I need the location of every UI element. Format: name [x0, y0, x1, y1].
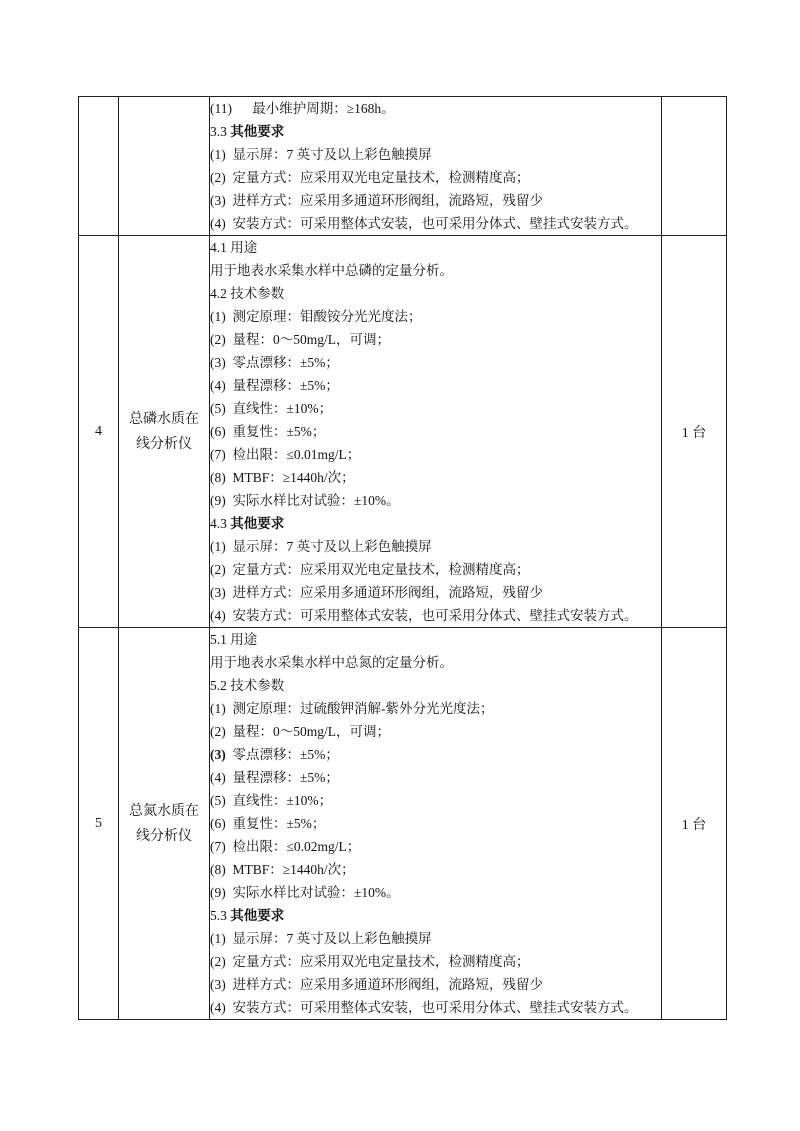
spec-line	[210, 420, 661, 443]
spec-line	[210, 973, 661, 996]
spec-line	[210, 351, 661, 374]
spec-text: (7) 检出限：≤0.02mg/L；	[210, 839, 361, 854]
spec-cell	[210, 97, 662, 236]
spec-text: (4) 安装方式：可采用整体式安装，也可采用分体式、壁挂式安装方式。	[210, 1000, 638, 1015]
spec-line	[210, 212, 661, 235]
spec-text: (7) 检出限：≤0.01mg/L；	[210, 447, 361, 462]
spec-line	[210, 97, 661, 120]
spec-text: (2) 量程：0～50mg/L，可调；	[210, 724, 390, 739]
spec-text: (8) MTBF：≥1440h/次；	[210, 470, 355, 485]
spec-line	[210, 904, 661, 927]
item-name-cell	[119, 628, 210, 1020]
spec-text: 3.3	[210, 124, 231, 139]
row-number-cell	[79, 97, 119, 236]
spec-line	[210, 996, 661, 1019]
spec-line	[210, 743, 661, 766]
spec-text: 4.1 用途	[210, 240, 258, 255]
spec-text: (5) 直线性：±10%；	[210, 401, 333, 416]
spec-text: 用于地表水采集水样中总磷的定量分析。	[210, 263, 453, 278]
spec-text-bold: 其他要求	[230, 908, 285, 923]
spec-text: 5.1 用途	[210, 632, 258, 647]
spec-line	[210, 628, 661, 651]
spec-line	[210, 236, 661, 259]
spec-line	[210, 143, 661, 166]
spec-text: (4) 量程漂移：±5%；	[210, 770, 339, 785]
spec-text: 用于地表水采集水样中总氮的定量分析。	[210, 655, 453, 670]
spec-text: (5) 直线性：±10%；	[210, 793, 333, 808]
spec-text: (1) 显示屏：7 英寸及以上彩色触摸屏	[210, 539, 432, 554]
spec-text: (2) 定量方式：应采用双光电定量技术，检测精度高；	[210, 562, 530, 577]
spec-text: (8) MTBF：≥1440h/次；	[210, 862, 355, 877]
spec-line	[210, 697, 661, 720]
spec-text: (4) 安装方式：可采用整体式安装，也可采用分体式、壁挂式安装方式。	[210, 608, 638, 623]
spec-text-bold: 其他要求	[230, 124, 285, 139]
spec-cell	[210, 628, 662, 1020]
quantity-cell: 1 台	[662, 628, 727, 1020]
item-name-cell	[119, 97, 210, 236]
spec-line	[210, 858, 661, 881]
spec-text: 4.2 技术参数	[210, 286, 285, 301]
table-row	[79, 628, 727, 1020]
spec-line	[210, 766, 661, 789]
spec-line	[210, 835, 661, 858]
quantity-cell: 1 台	[662, 236, 727, 628]
item-name-cell	[119, 236, 210, 628]
spec-line	[210, 443, 661, 466]
item-name-text: 总氮水质在线分析仪	[129, 803, 199, 844]
spec-line	[210, 305, 661, 328]
spec-line	[210, 927, 661, 950]
spec-line	[210, 466, 661, 489]
spec-text: (1) 测定原理：过硫酸钾消解-紫外分光光度法；	[210, 701, 494, 716]
spec-text: (11) 最小维护周期：≥168h。	[210, 101, 395, 116]
spec-line	[210, 489, 661, 512]
spec-line	[210, 789, 661, 812]
spec-cell	[210, 236, 662, 628]
spec-text: (2) 定量方式：应采用双光电定量技术，检测精度高；	[210, 954, 530, 969]
spec-line	[210, 581, 661, 604]
spec-text: (9) 实际水样比对试验：±10%。	[210, 493, 400, 508]
spec-table	[78, 96, 727, 1020]
spec-text: (3) 进样方式：应采用多通道环形阀组，流路短，残留少	[210, 585, 543, 600]
spec-text: (9) 实际水样比对试验：±10%。	[210, 885, 400, 900]
spec-text: (2) 量程：0～50mg/L，可调；	[210, 332, 390, 347]
spec-text: (1) 显示屏：7 英寸及以上彩色触摸屏	[210, 147, 432, 162]
row-number-cell: 4	[79, 236, 119, 628]
spec-text-bold: (3)	[210, 747, 226, 762]
spec-line	[210, 397, 661, 420]
row-number-cell: 5	[79, 628, 119, 1020]
spec-line	[210, 166, 661, 189]
spec-line	[210, 535, 661, 558]
spec-text: 零点漂移：±5%；	[225, 747, 339, 762]
spec-text-bold: 其他要求	[230, 516, 285, 531]
spec-text: (3) 进样方式：应采用多通道环形阀组，流路短，残留少	[210, 193, 543, 208]
spec-line	[210, 189, 661, 212]
spec-line	[210, 950, 661, 973]
table-row	[79, 236, 727, 628]
item-name-text: 总磷水质在线分析仪	[129, 411, 199, 452]
spec-line	[210, 120, 661, 143]
table-row	[79, 97, 727, 236]
spec-text: (3) 进样方式：应采用多通道环形阀组，流路短，残留少	[210, 977, 543, 992]
spec-text: (2) 定量方式：应采用双光电定量技术，检测精度高；	[210, 170, 530, 185]
spec-line	[210, 674, 661, 697]
spec-text: 5.2 技术参数	[210, 678, 285, 693]
spec-line	[210, 651, 661, 674]
spec-line	[210, 328, 661, 351]
spec-line	[210, 558, 661, 581]
spec-line	[210, 374, 661, 397]
spec-text: (6) 重复性：±5%；	[210, 816, 326, 831]
spec-text: 4.3	[210, 516, 231, 531]
spec-text: (6) 重复性：±5%；	[210, 424, 326, 439]
spec-line	[210, 881, 661, 904]
spec-text: (4) 安装方式：可采用整体式安装，也可采用分体式、壁挂式安装方式。	[210, 216, 638, 231]
spec-line	[210, 604, 661, 627]
quantity-cell	[662, 97, 727, 236]
spec-line	[210, 282, 661, 305]
spec-text: (1) 测定原理：钼酸铵分光光度法；	[210, 309, 422, 324]
spec-line	[210, 812, 661, 835]
spec-line	[210, 512, 661, 535]
spec-text: (4) 量程漂移：±5%；	[210, 378, 339, 393]
spec-table-body	[79, 97, 727, 1020]
spec-line	[210, 720, 661, 743]
spec-line	[210, 259, 661, 282]
spec-text: (1) 显示屏：7 英寸及以上彩色触摸屏	[210, 931, 432, 946]
spec-text: (3) 零点漂移：±5%；	[210, 355, 339, 370]
spec-text: 5.3	[210, 908, 231, 923]
